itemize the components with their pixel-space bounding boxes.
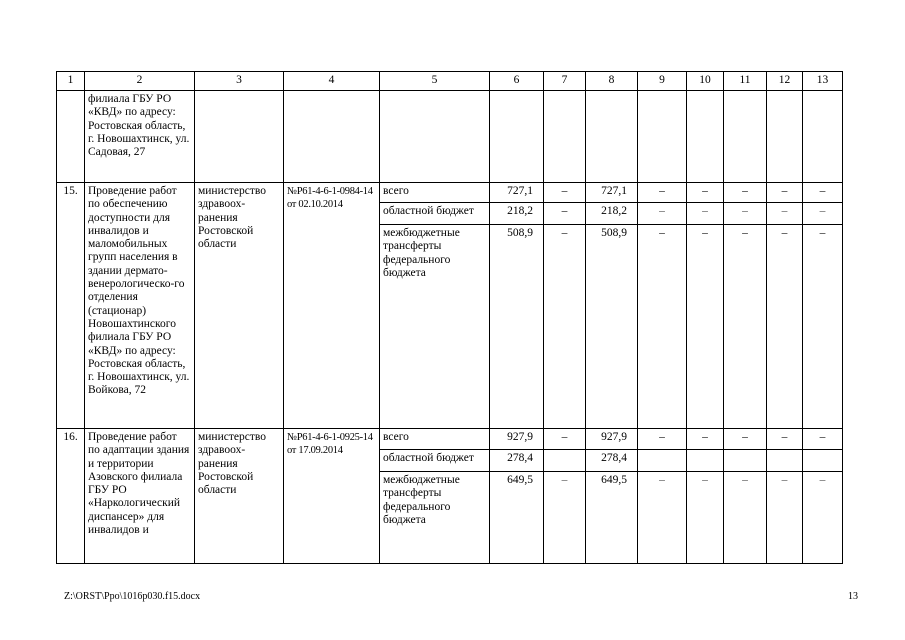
value-cell: –	[687, 203, 724, 225]
row-number: 15.	[57, 183, 85, 429]
value-cell: 508,9	[586, 225, 638, 429]
value-cell: –	[638, 472, 687, 564]
value-cell	[544, 450, 586, 472]
document-ref: №Р61-4-6-1-0925-14 от 17.09.2014	[284, 429, 380, 564]
source-label: межбюджетные трансферты федерального бюджета	[380, 225, 490, 429]
col-header: 4	[284, 72, 380, 91]
value-cell: –	[803, 472, 843, 564]
value-cell	[724, 450, 767, 472]
value-cell: –	[687, 183, 724, 203]
value-total: 218,2	[490, 203, 544, 225]
value-total: 727,1	[490, 183, 544, 203]
col-header: 8	[586, 72, 638, 91]
page-number: 13	[848, 591, 858, 602]
col-header: 13	[803, 72, 843, 91]
value-cell: 218,2	[586, 203, 638, 225]
value-cell: 278,4	[586, 450, 638, 472]
value-cell: –	[544, 183, 586, 203]
table-row	[57, 429, 843, 450]
value-cell: –	[767, 472, 803, 564]
value-cell: –	[724, 203, 767, 225]
value-cell: –	[724, 183, 767, 203]
col-header: 2	[85, 72, 195, 91]
value-cell: –	[724, 472, 767, 564]
value-cell: –	[544, 429, 586, 450]
value-cell: –	[803, 429, 843, 450]
object-name: филиала ГБУ РО «КВД» по адресу: Ростовская область, г. Новошахтинск, ул. Садовая, 27	[85, 91, 195, 183]
col-header: 10	[687, 72, 724, 91]
col-header: 9	[638, 72, 687, 91]
col-header: 1	[57, 72, 85, 91]
value-cell: –	[724, 429, 767, 450]
value-cell	[687, 450, 724, 472]
value-total: 278,4	[490, 450, 544, 472]
value-cell: –	[544, 472, 586, 564]
value-cell: –	[638, 183, 687, 203]
col-header: 7	[544, 72, 586, 91]
value-cell: –	[687, 429, 724, 450]
col-header: 6	[490, 72, 544, 91]
value-total: 649,5	[490, 472, 544, 564]
ministry: министерство здравоох-ранения Ростовской области	[195, 429, 284, 564]
value-cell: –	[767, 429, 803, 450]
object-name: Проведение работ по обеспечению доступности для инвалидов и маломобильных групп населения в здании дермато-венерологическо-го отделения (стационар) Новошахтинского филиала ГБУ РО «КВД» по адресу: Ростовская область, г. Новошахтинск, ул. Войкова, 72	[85, 183, 195, 429]
document-ref: №Р61-4-6-1-0984-14 от 02.10.2014	[284, 183, 380, 429]
table-row	[57, 183, 843, 203]
col-header: 12	[767, 72, 803, 91]
value-cell	[638, 450, 687, 472]
source-label: всего	[380, 429, 490, 450]
source-label: областной бюджет	[380, 203, 490, 225]
value-cell: –	[687, 225, 724, 429]
value-cell: –	[638, 203, 687, 225]
source-label: межбюджетные трансферты федерального бюджета	[380, 472, 490, 564]
value-total: 508,9	[490, 225, 544, 429]
value-cell: –	[544, 225, 586, 429]
table-row	[57, 91, 843, 183]
col-header: 5	[380, 72, 490, 91]
value-cell: –	[687, 472, 724, 564]
value-cell: –	[724, 225, 767, 429]
value-cell: –	[803, 183, 843, 203]
source-label: областной бюджет	[380, 450, 490, 472]
source-label: всего	[380, 183, 490, 203]
value-cell	[767, 450, 803, 472]
value-cell: 727,1	[586, 183, 638, 203]
ministry: министерство здравоох-ранения Ростовской области	[195, 183, 284, 429]
footer-file-path: Z:\ORST\Ppo\1016p030.f15.docx	[64, 591, 201, 602]
object-name: Проведение работ по адаптации здания и территории Азовского филиала ГБУ РО «Наркологический диспансер» для инвалидов и	[85, 429, 195, 564]
budget-table	[56, 71, 843, 564]
value-cell: –	[803, 225, 843, 429]
value-cell: –	[638, 429, 687, 450]
col-header: 3	[195, 72, 284, 91]
row-number: 16.	[57, 429, 85, 564]
value-cell: –	[767, 203, 803, 225]
value-cell: –	[638, 225, 687, 429]
value-cell: –	[767, 225, 803, 429]
value-total: 927,9	[490, 429, 544, 450]
header-row	[57, 72, 843, 91]
value-cell	[803, 450, 843, 472]
value-cell: –	[544, 203, 586, 225]
value-cell: –	[767, 183, 803, 203]
value-cell: 927,9	[586, 429, 638, 450]
value-cell: –	[803, 203, 843, 225]
value-cell: 649,5	[586, 472, 638, 564]
col-header: 11	[724, 72, 767, 91]
